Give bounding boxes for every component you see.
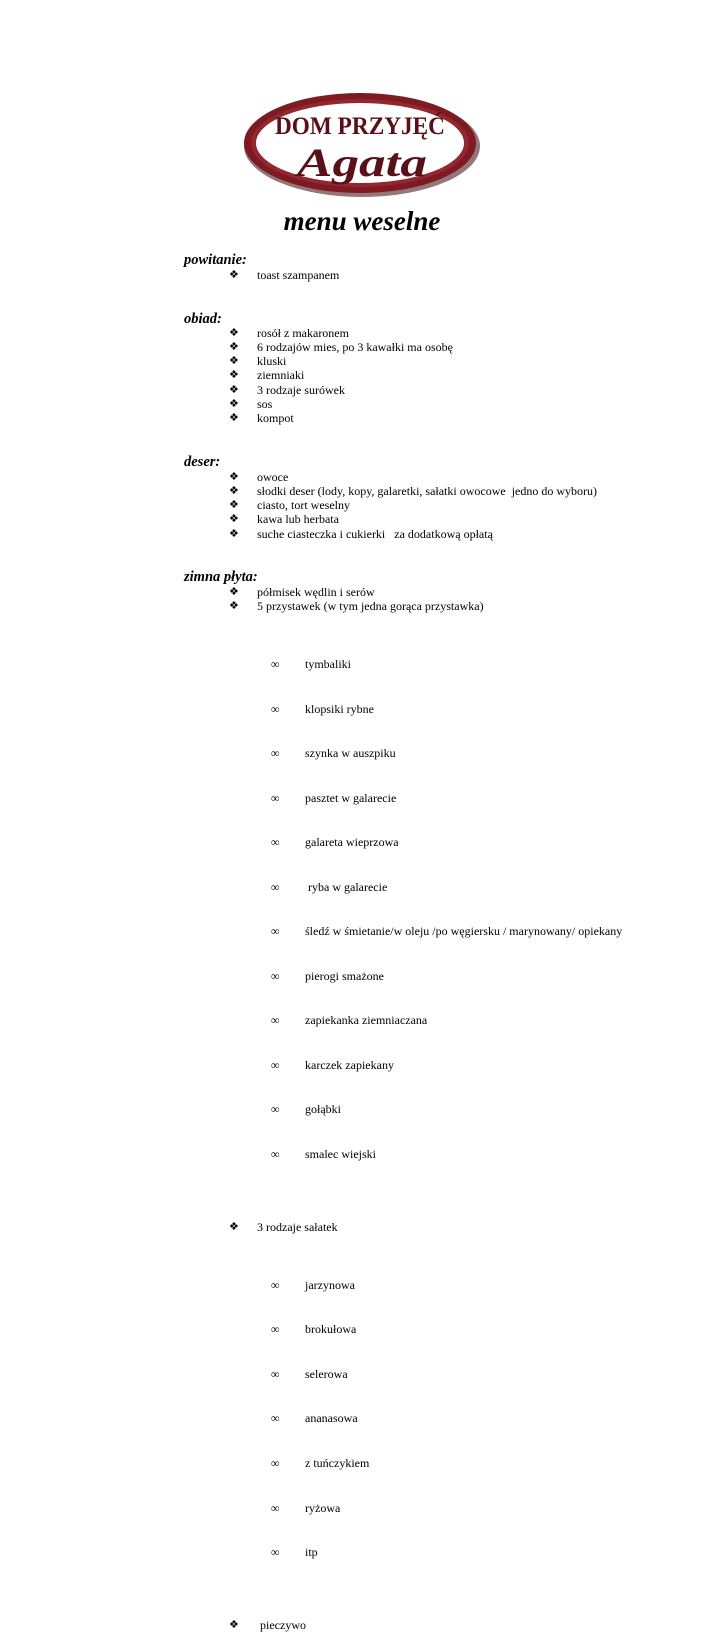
infinity-bullet-icon: ∞ xyxy=(271,657,280,672)
diamond-bullet-icon: ❖ xyxy=(229,397,239,410)
infinity-bullet-icon: ∞ xyxy=(271,1277,280,1292)
diamond-bullet-icon: ❖ xyxy=(229,586,239,598)
infinity-bullet-icon: ∞ xyxy=(271,1013,280,1028)
infinity-bullet-icon: ∞ xyxy=(271,1545,280,1560)
diamond-bullet-icon: ❖ xyxy=(229,355,239,368)
infinity-bullet-icon: ∞ xyxy=(271,1455,280,1470)
list-item: ❖ 5 przystawek (w tym jedna gorąca przystawka) ∞ tymbaliki ∞ klopsiki rybne ∞ szynka w auszpiku ∞ pasztet w galarecie ∞ galareta wieprzowa ∞ ryba w galarecie ∞ śledź w śmietanie/w oleju /po węgiersku / marynowany/ opiekany ∞ pierogi smażone ∞ zapiekanka ziemniaczana ∞ karczek zapiekany ∞ gołąbki ∞ smalec wiejski xyxy=(229,599,622,1220)
infinity-bullet-icon: ∞ xyxy=(271,746,280,761)
infinity-bullet-icon: ∞ xyxy=(271,924,280,939)
infinity-bullet-icon: ∞ xyxy=(271,1057,280,1072)
list-zimna-plyta xyxy=(229,585,622,1632)
list-item: ❖ półmisek wędlin i serów xyxy=(229,585,375,599)
list-item: ❖ kluski xyxy=(229,354,287,369)
infinity-bullet-icon: ∞ xyxy=(271,1411,280,1426)
list-obiad xyxy=(229,326,453,425)
diamond-bullet-icon: ❖ xyxy=(229,1220,239,1233)
sublist-item: ∞ ananasowa xyxy=(271,1411,358,1426)
diamond-bullet-icon: ❖ xyxy=(229,513,239,526)
sublist-item: ∞ szynka w auszpiku xyxy=(271,746,396,761)
logo-emblem xyxy=(240,90,484,200)
diamond-bullet-icon: ❖ xyxy=(229,600,239,613)
diamond-bullet-icon: ❖ xyxy=(229,269,239,281)
infinity-bullet-icon: ∞ xyxy=(271,1322,280,1337)
diamond-bullet-icon: ❖ xyxy=(229,341,239,354)
sublist-item: ∞ karczek zapiekany xyxy=(271,1057,394,1072)
list-item: ❖ 3 rodzaje surówek xyxy=(229,382,345,397)
list-powitanie xyxy=(229,268,339,282)
diamond-bullet-icon: ❖ xyxy=(229,1618,239,1631)
sublist-item: ∞ pasztet w galarecie xyxy=(271,790,397,805)
section-heading-obiad: obiad: xyxy=(184,311,222,327)
infinity-bullet-icon: ∞ xyxy=(271,879,280,894)
sublist-item: ∞ brokułowa xyxy=(271,1322,357,1337)
sublist-item: ∞ zapiekanka ziemniaczana xyxy=(271,1013,428,1028)
sublist-item: ∞ ryżowa xyxy=(271,1500,341,1515)
diamond-bullet-icon: ❖ xyxy=(229,499,239,512)
infinity-bullet-icon: ∞ xyxy=(271,1147,280,1161)
infinity-bullet-icon: ∞ xyxy=(271,1500,280,1515)
section-heading-powitanie: powitanie: xyxy=(184,252,247,268)
diamond-bullet-icon: ❖ xyxy=(229,485,239,498)
infinity-bullet-icon: ∞ xyxy=(271,1366,280,1381)
sublist-item: ∞ smalec wiejski xyxy=(271,1147,376,1161)
list-item: ❖ pieczywo xyxy=(229,1617,306,1632)
page-title: menu weselne xyxy=(283,206,441,236)
sublist-item: ∞ tymbaliki xyxy=(271,657,351,672)
diamond-bullet-icon: ❖ xyxy=(229,369,239,382)
list-item: ❖ słodki deser (lody, kopy, galaretki, sałatki owocowe jedno do wyboru) xyxy=(229,484,598,499)
list-item: ❖ sos xyxy=(229,396,273,411)
diamond-bullet-icon: ❖ xyxy=(229,383,239,396)
sublist-item: ∞ gołąbki xyxy=(271,1102,341,1117)
sublist-item: ∞ selerowa xyxy=(271,1366,348,1381)
infinity-bullet-icon: ∞ xyxy=(271,1102,280,1117)
sublist-item: ∞ śledź w śmietanie/w oleju /po węgiersku / marynowany/ opiekany xyxy=(271,924,623,939)
infinity-bullet-icon: ∞ xyxy=(271,701,280,716)
sublist-salatki xyxy=(257,1248,622,1589)
list-item: ❖ ziemniaki xyxy=(229,368,305,383)
infinity-bullet-icon: ∞ xyxy=(271,790,280,805)
list-item: ❖ owoce xyxy=(229,470,289,484)
list-item: ❖ toast szampanem xyxy=(229,268,340,282)
sublist-item: ∞ itp xyxy=(271,1545,318,1560)
logo-line1: DOM PRZYJĘĆ xyxy=(275,113,458,140)
logo-line2: Agata xyxy=(293,140,427,185)
sublist-item: ∞ galareta wieprzowa xyxy=(271,835,399,850)
list-item: ❖ suche ciasteczka i cukierki za dodatkową opłatą xyxy=(229,526,493,541)
list-item: ❖ 6 rodzajów mies, po 3 kawałki ma osobę xyxy=(229,340,453,355)
list-item: ❖ ciasto, tort weselny xyxy=(229,498,350,513)
sublist-item: ∞ z tuńczykiem xyxy=(271,1455,370,1470)
list-item: ❖ 3 rodzaje sałatek ∞ jarzynowa ∞ brokułowa ∞ selerowa ∞ ananasowa ∞ z tuńczykiem ∞ ryżowa ∞ itp xyxy=(229,1220,622,1618)
diamond-bullet-icon: ❖ xyxy=(229,411,239,424)
sublist-przystawki xyxy=(257,627,622,1191)
list-item: ❖ kawa lub herbata xyxy=(229,512,339,527)
diamond-bullet-icon: ❖ xyxy=(229,471,239,483)
sublist-item: ∞ klopsiki rybne xyxy=(271,701,374,716)
diamond-bullet-icon: ❖ xyxy=(229,527,239,540)
sublist-item: ∞ pierogi smażone xyxy=(271,968,384,983)
section-heading-zimna-plyta: zimna płyta: xyxy=(184,569,258,585)
logo xyxy=(240,90,484,200)
section-heading-deser: deser: xyxy=(184,454,221,470)
list-item: ❖ rosół z makaronem xyxy=(229,326,349,340)
list-item: ❖ kompot xyxy=(229,410,294,425)
list-deser xyxy=(229,470,597,541)
sublist-item: ∞ ryba w galarecie xyxy=(271,879,388,894)
infinity-bullet-icon: ∞ xyxy=(271,968,280,983)
sublist-item: ∞ jarzynowa xyxy=(271,1277,355,1292)
diamond-bullet-icon: ❖ xyxy=(229,327,239,339)
infinity-bullet-icon: ∞ xyxy=(271,835,280,850)
